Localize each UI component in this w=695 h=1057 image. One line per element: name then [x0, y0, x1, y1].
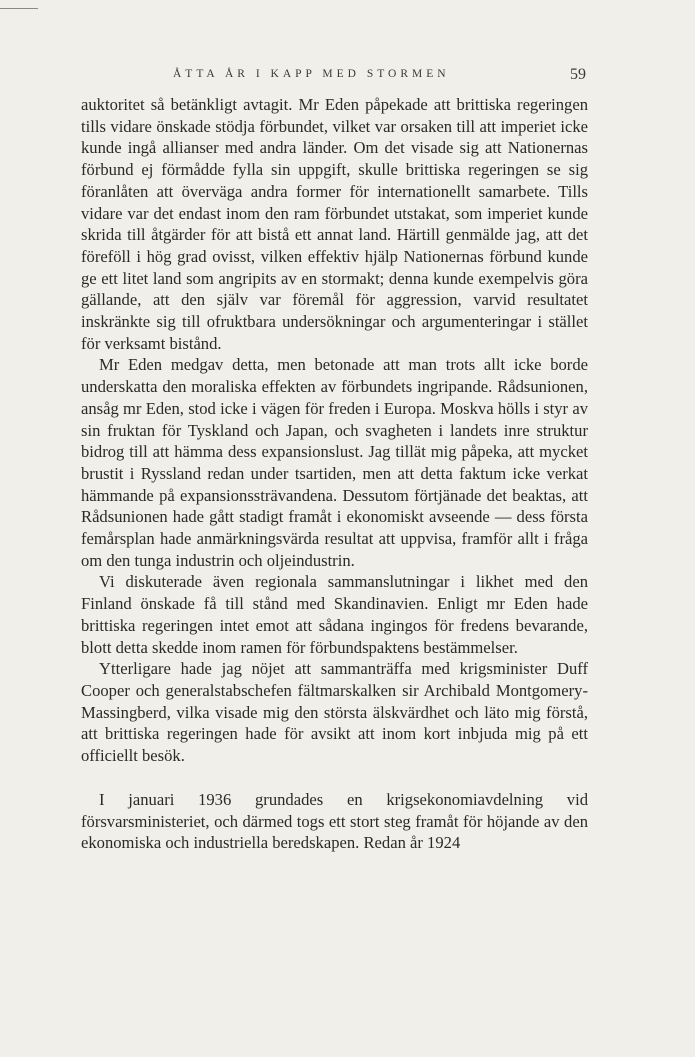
scan-corner-line	[0, 8, 38, 9]
page-number: 59	[570, 66, 586, 83]
running-head	[81, 66, 586, 88]
paragraph: auktoritet så betänkligt avtagit. Mr Eden påpekade att brittiska regeringen tills vidare önskade stödja förbundet, vilket var orsaken till att imperiet icke kunde ingå allianser med andra länder. Om det visade sig att Nationernas förbund ej förmådde fylla sin uppgift, skulle brittiska regeringen se sig föranlåten att överväga andra former för internationellt samarbete. Tills vidare var det endast inom den ram förbundet utstakat, som imperiet kunde skrida till åtgärder för att bistå ett annat land. Härtill genmälde jag, att det föreföll i hög grad ovisst, vilken effektiv hjälp Nationernas förbund kunde ge ett litet land som angripits av en stormakt; denna kunde exempelvis göra gällande, att den själv var föremål för aggression, varvid resultatet inskränkte sig till ofruktbara undersökningar och argumenteringar i stället för verksamt bistånd.	[81, 95, 588, 353]
paragraph: Vi diskuterade även regionala sammanslutningar i likhet med den Finland önskade få till stånd med Skandinavien. Enligt mr Eden hade brittiska regeringen intet emot att sådana ingingos för fredens bevarande, blott detta skedde inom ramen för förbundspaktens bestämmelser.	[81, 572, 588, 657]
paragraph: Mr Eden medgav detta, men betonade att man trots allt icke borde underskatta den moraliska effekten av förbundets ingripande. Rådsunionen, ansåg mr Eden, stod icke i vägen för freden i Europa. Moskva hölls i styr av sin fruktan för Tyskland och Japan, och svagheten i landets inre struktur bidrog till att hämma dess expansionslust. Jag tillät mig påpeka, att mycket brustit i Ryssland redan under tsartiden, men att detta faktum icke verkat hämmande på expansionssträvandena. Dessutom förtjänade det beaktas, att Rådsunionen hade gått stadigt framåt i ekonomiskt avseende — dess första femårsplan hade anmärkningsvärda resultat att uppvisa, framför allt i fråga om den tunga industrin och oljeindustrin.	[81, 355, 588, 570]
body-text	[81, 94, 588, 854]
running-title: ÅTTA ÅR I KAPP MED STORMEN	[173, 68, 450, 80]
paragraph: Ytterligare hade jag nöjet att sammanträffa med krigsminister Duff Cooper och generalstabschefen fältmarskalken sir Archibald Montgomery-Massingberd, vilka visade mig den största älskvärdhet och läto mig förstå, att brittiska regeringen hade för avsikt att inom kort inbjuda mig på ett officiellt besök.	[81, 659, 588, 766]
paragraph: I januari 1936 grundades en krigsekonomiavdelning vid försvarsministeriet, och därmed togs ett stort steg framåt för höjande av den ekonomiska och industriella beredskapen. Redan år 1924	[81, 789, 588, 853]
